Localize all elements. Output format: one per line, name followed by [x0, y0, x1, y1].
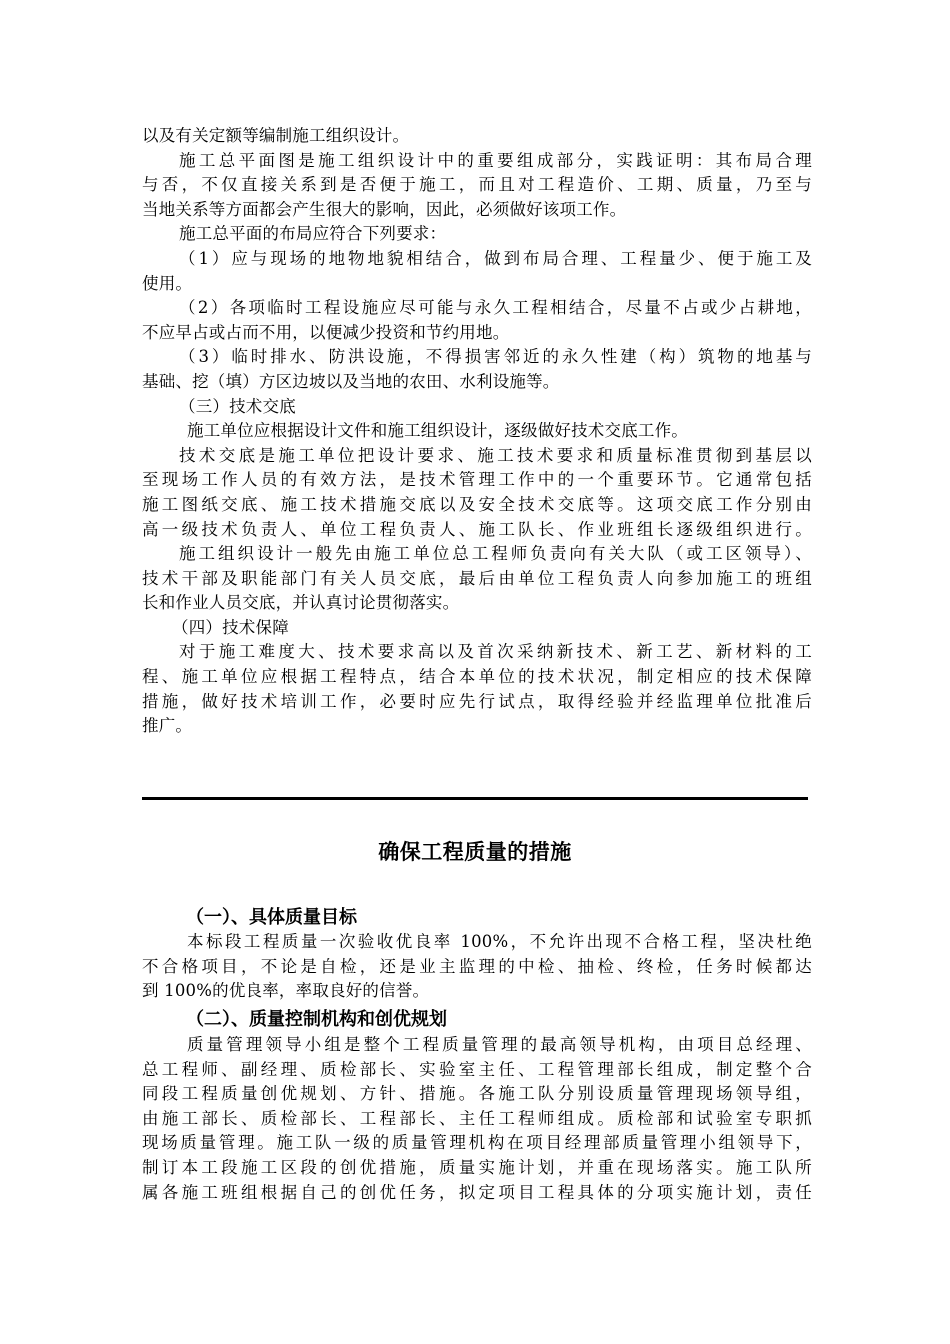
paragraph-line: 长和作业人员交底，并认真讨论贯彻落实。: [142, 593, 460, 613]
paragraph-line: 对于施工难度大、技术要求高以及首次采纳新技术、新工艺、新材料的工: [179, 642, 812, 662]
paragraph-line: 总工程师、副经理、质检部长、实验室主任、工程管理部长组成，制定整个合: [142, 1059, 812, 1079]
section-divider: [142, 797, 808, 800]
paragraph-line: 到 100%的优良率，率取良好的信誉。: [142, 981, 430, 1001]
paragraph-line: 高一级技术负责人、单位工程负责人、施工队长、作业班组长逐级组织进行。: [142, 519, 812, 539]
paragraph-line: 同段工程质量创优规划、方针、措施。各施工队分别设质量管理现场领导组，: [142, 1084, 812, 1104]
paragraph-line: 与否，不仅直接关系到是否便于施工，而且对工程造价、工期、质量，乃至与: [142, 175, 812, 195]
paragraph-line: （四）技术保障: [172, 617, 289, 637]
section-title: 确保工程质量的措施: [378, 840, 572, 864]
paragraph-line: 属各施工班组根据自己的创优任务，拟定项目工程具体的分项实施计划，责任: [142, 1182, 812, 1202]
paragraph-line: （三）技术交底: [179, 396, 296, 416]
body-text-section-2: [142, 1033, 812, 1205]
paragraph-line: 施工组织设计一般先由施工单位总工程师负责向有关大队（或工区领导）、: [179, 544, 812, 564]
paragraph-line: 由施工部长、质检部长、工程部长、主任工程师组成。质检部和试验室专职抓: [142, 1108, 812, 1128]
paragraph-line: （1）应与现场的地物地貌相结合，做到布局合理、工程量少、便于施工及: [179, 248, 812, 268]
paragraph-line: 现场质量管理。施工队一级的质量管理机构在项目经理部质量管理小组领导下，: [142, 1133, 812, 1153]
paragraph-line: 使用。: [142, 273, 193, 293]
body-text-section-1: [142, 930, 812, 1004]
paragraph-line: 制订本工段施工区段的创优措施，质量实施计划，并重在现场落实。施工队所: [142, 1157, 812, 1177]
paragraph-line: 推广。: [142, 716, 193, 736]
subsection-heading-1: （一）、具体质量目标: [186, 907, 357, 928]
paragraph-line: 程、施工单位应根据工程特点，结合本单位的技术状况，制定相应的技术保障: [142, 667, 812, 687]
paragraph-line: （3）临时排水、防洪设施，不得损害邻近的永久性建（构）筑物的地基与: [179, 347, 812, 367]
body-text-top: [142, 124, 812, 739]
paragraph-line: 施工图纸交底、施工技术措施交底以及安全技术交底等。这项交底工作分别由: [142, 494, 812, 514]
paragraph-line: 不合格项目，不论是自检，还是业主监理的中检、抽检、终检，任务时候都达: [142, 956, 812, 976]
paragraph-line: 施工单位应根据设计文件和施工组织设计，逐级做好技术交底工作。: [187, 421, 688, 441]
paragraph-line: 本标段工程质量一次验收优良率 100%，不允许出现不合格工程，坚决杜绝: [187, 932, 812, 951]
paragraph-line: 至现场工作人员的有效方法，是技术管理工作中的一个重要环节。它通常包括: [142, 470, 812, 490]
paragraph-line: 基础、挖（填）方区边坡以及当地的农田、水利设施等。: [142, 371, 560, 391]
paragraph-line: 施工总平面的布局应符合下列要求：: [179, 224, 447, 244]
paragraph-line: 不应早占或占而不用，以便减少投资和节约用地。: [142, 322, 510, 342]
subsection-heading-2: （二）、质量控制机构和创优规划: [186, 1009, 447, 1030]
paragraph-line: 以及有关定额等编制施工组织设计。: [142, 126, 410, 145]
paragraph-line: 技术交底是施工单位把设计要求、施工技术要求和质量标准贯彻到基层以: [179, 445, 812, 465]
paragraph-line: 技术干部及职能部门有关人员交底，最后由单位工程负责人向参加施工的班组: [142, 568, 812, 588]
paragraph-line: 质量管理领导小组是整个工程质量管理的最高领导机构，由项目总经理、: [187, 1035, 812, 1054]
paragraph-line: 当地关系等方面都会产生很大的影响，因此，必须做好该项工作。: [142, 199, 627, 219]
paragraph-line: 施工总平面图是施工组织设计中的重要组成部分，实践证明：其布局合理: [179, 150, 812, 170]
paragraph-line: 措施，做好技术培训工作，必要时应先行试点，取得经验并经监理单位批准后: [142, 691, 812, 711]
paragraph-line: （2）各项临时工程设施应尽可能与永久工程相结合，尽量不占或少占耕地，: [179, 298, 812, 318]
